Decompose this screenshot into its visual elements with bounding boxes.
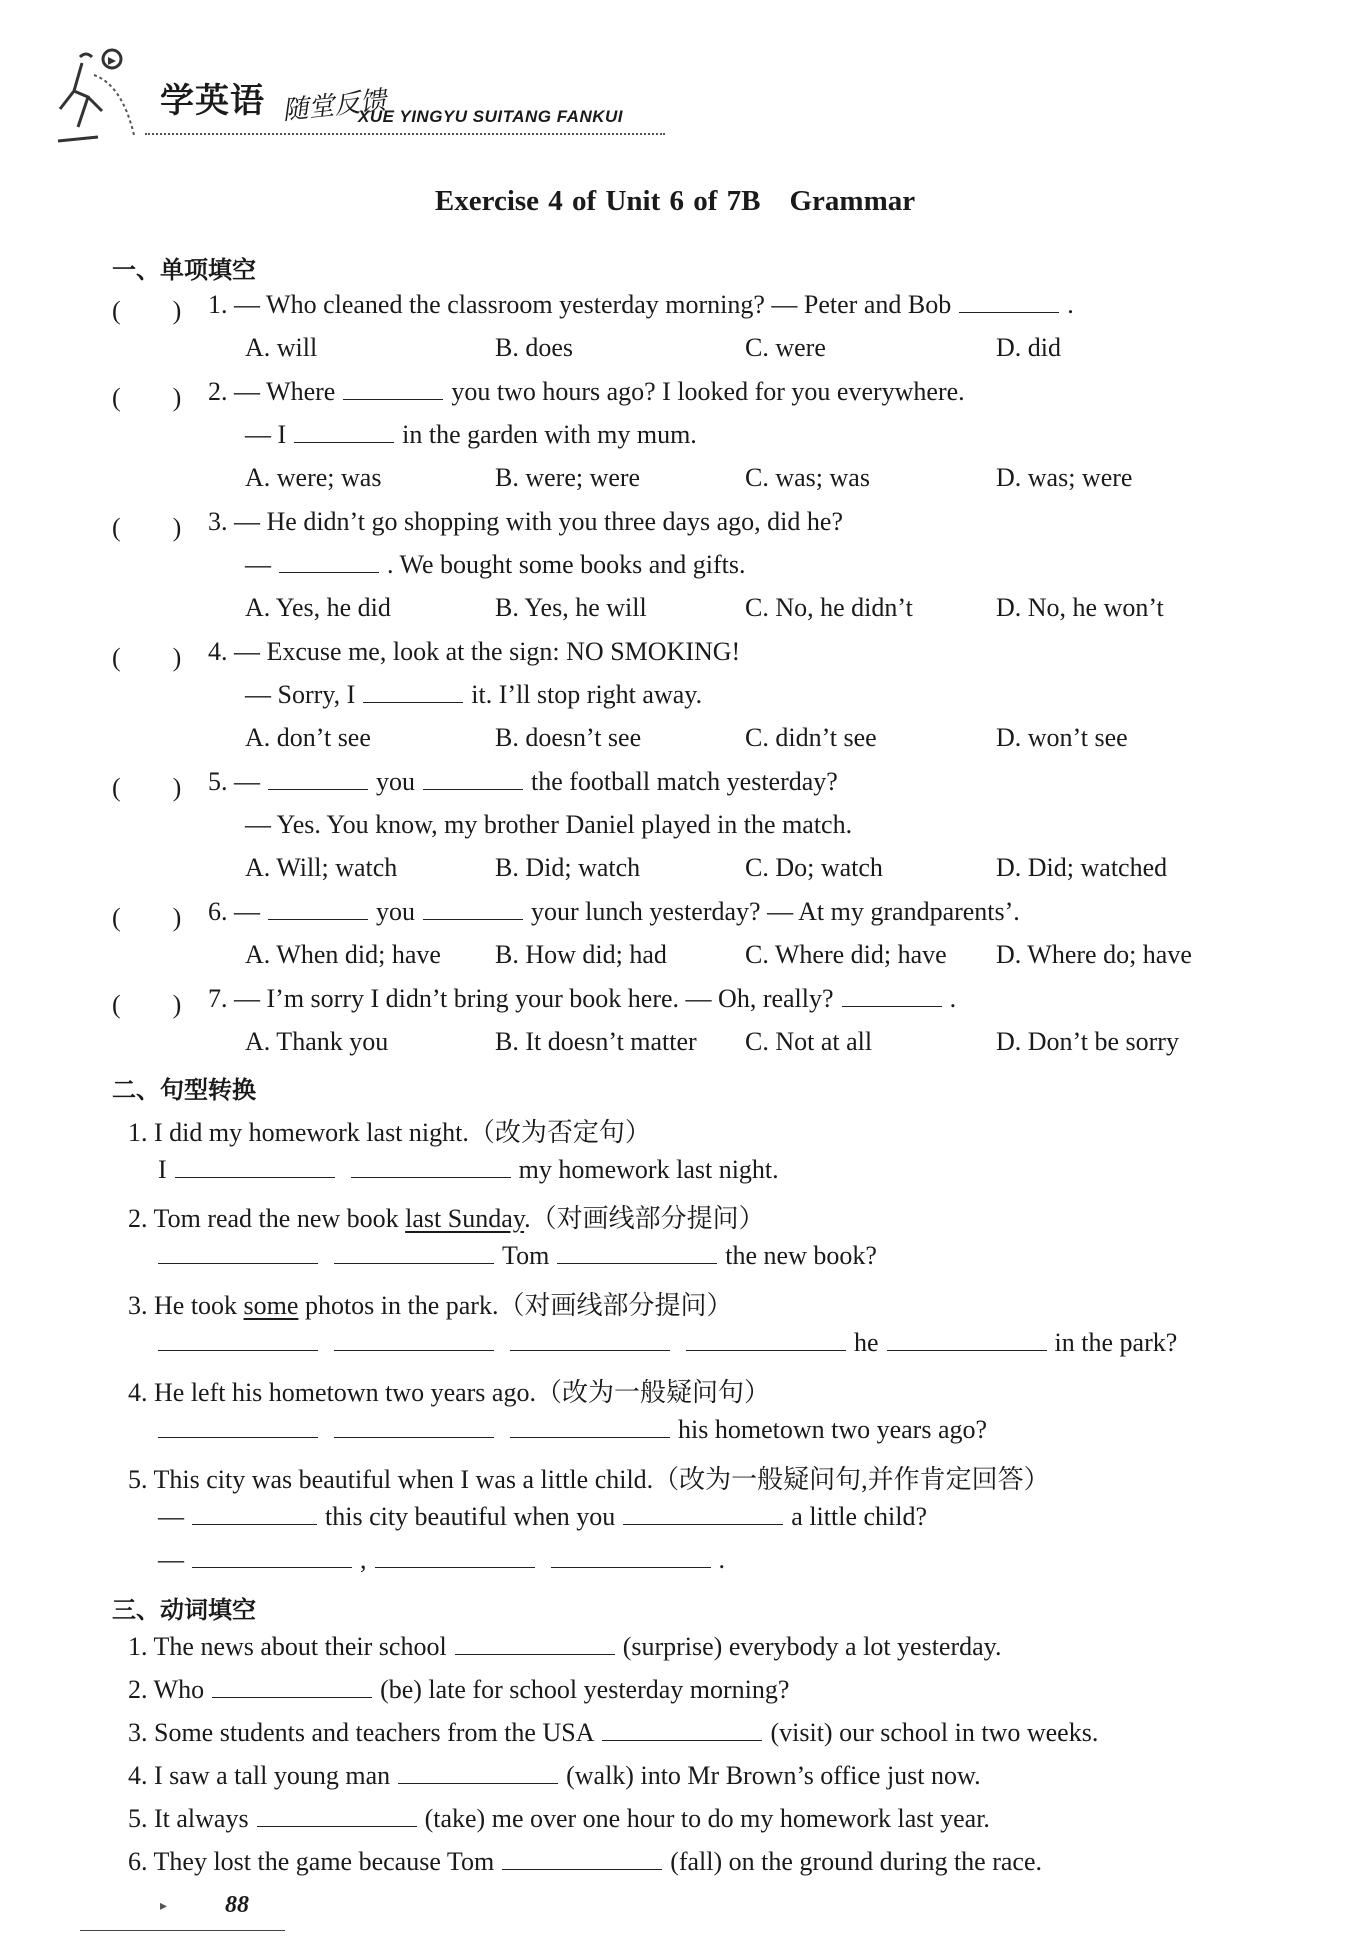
option-a: A. Thank you	[245, 1027, 389, 1056]
answer-blank[interactable]	[192, 1502, 317, 1525]
header-rule	[145, 133, 665, 135]
answer-blank[interactable]	[398, 1761, 558, 1784]
transform-2-answer: Tom the new book?	[150, 1241, 877, 1271]
answer-blank[interactable]	[279, 550, 379, 573]
question-7: 7. — I’m sorry I didn’t bring your book here. — Oh, really? .	[208, 984, 957, 1013]
option-d: D. Did; watched	[996, 853, 1168, 882]
answer-blank[interactable]	[510, 1415, 670, 1438]
brand-pinyin: XUE YINGYU SUITANG FANKUI	[358, 107, 624, 126]
answer-paren: ( )	[112, 990, 182, 1019]
answer-blank[interactable]	[334, 1328, 494, 1351]
section-heading-1: 一、单项填空	[112, 256, 256, 284]
answer-paren: ( )	[112, 903, 182, 932]
answer-blank[interactable]	[158, 1241, 318, 1264]
runner-logo-icon	[50, 45, 145, 145]
option-b: B. It doesn’t matter	[495, 1027, 697, 1056]
transform-1: 1. I did my homework last night.（改为否定句）	[128, 1118, 651, 1147]
verb-item-6: 6. They lost the game because Tom (fall) on the ground during the race.	[128, 1847, 1042, 1876]
answer-blank[interactable]	[423, 897, 523, 920]
option-c: C. didn’t see	[745, 723, 877, 752]
question-6: 6. — you your lunch yesterday? — At my grandparents’.	[208, 897, 1020, 926]
verb-item-5: 5. It always (take) me over one hour to do my homework last year.	[128, 1804, 990, 1833]
option-c: C. Where did; have	[745, 940, 947, 969]
option-b: B. were; were	[495, 463, 641, 492]
answer-blank[interactable]	[375, 1545, 535, 1568]
option-d: D. did	[996, 333, 1061, 362]
answer-paren: ( )	[112, 296, 182, 325]
transform-4: 4. He left his hometown two years ago.（改为一般疑问句）	[128, 1378, 770, 1407]
option-d: D. won’t see	[996, 723, 1128, 752]
option-c: C. No, he didn’t	[745, 593, 913, 622]
answer-blank[interactable]	[686, 1328, 846, 1351]
verb-item-3: 3. Some students and teachers from the USA (visit) our school in two weeks.	[128, 1718, 1099, 1747]
question-5-line2: — Yes. You know, my brother Daniel played in the match.	[245, 810, 853, 839]
page-number: 88	[225, 1892, 249, 1918]
answer-blank[interactable]	[351, 1155, 511, 1178]
brand-script: 随堂反馈	[280, 85, 388, 127]
answer-blank[interactable]	[842, 984, 942, 1007]
answer-blank[interactable]	[175, 1155, 335, 1178]
answer-blank[interactable]	[343, 377, 443, 400]
question-4: 4. — Excuse me, look at the sign: NO SMOKING!	[208, 637, 741, 666]
answer-paren: ( )	[112, 513, 182, 542]
answer-blank[interactable]	[192, 1545, 352, 1568]
option-a: A. don’t see	[245, 723, 371, 752]
answer-blank[interactable]	[623, 1502, 783, 1525]
answer-blank[interactable]	[557, 1241, 717, 1264]
option-d: D. Where do; have	[996, 940, 1192, 969]
transform-3-answer: he in the park?	[150, 1328, 1177, 1358]
answer-blank[interactable]	[268, 897, 368, 920]
question-4-line2: — Sorry, I it. I’ll stop right away.	[245, 680, 703, 709]
question-1: 1. — Who cleaned the classroom yesterday morning? — Peter and Bob .	[208, 290, 1074, 319]
section-heading-3: 三、动词填空	[112, 1596, 256, 1624]
underlined-phrase: some	[243, 1291, 299, 1320]
verb-item-2: 2. Who (be) late for school yesterday morning?	[128, 1675, 790, 1704]
answer-blank[interactable]	[887, 1328, 1047, 1351]
transform-4-answer: his hometown two years ago?	[150, 1415, 987, 1445]
answer-blank[interactable]	[502, 1847, 662, 1870]
answer-blank[interactable]	[602, 1718, 762, 1741]
answer-blank[interactable]	[334, 1415, 494, 1438]
footer-rule	[80, 1930, 285, 1931]
option-b: B. Yes, he will	[495, 593, 647, 622]
option-a: A. When did; have	[245, 940, 441, 969]
answer-blank[interactable]	[423, 767, 523, 790]
option-a: A. will	[245, 333, 318, 362]
transform-5-answer-1: — this city beautiful when you a little child?	[158, 1502, 928, 1531]
option-a: A. were; was	[245, 463, 382, 492]
transform-5-answer-2: — , .	[158, 1545, 725, 1574]
answer-blank[interactable]	[158, 1328, 318, 1351]
option-a: A. Yes, he did	[245, 593, 391, 622]
option-d: D. Don’t be sorry	[996, 1027, 1179, 1056]
option-b: B. doesn’t see	[495, 723, 642, 752]
option-b: B. does	[495, 333, 573, 362]
answer-blank[interactable]	[257, 1804, 417, 1827]
answer-paren: ( )	[112, 773, 182, 802]
section-heading-2: 二、句型转换	[112, 1076, 256, 1104]
question-2-line2: — I in the garden with my mum.	[245, 420, 697, 449]
question-2: 2. — Where you two hours ago? I looked for you everywhere.	[208, 377, 965, 406]
page-arrow-icon: ▸	[160, 1898, 168, 1914]
option-c: C. Not at all	[745, 1027, 873, 1056]
answer-blank[interactable]	[268, 767, 368, 790]
transform-2: 2. Tom read the new book last Sunday.（对画线部分提问）	[128, 1204, 765, 1233]
answer-blank[interactable]	[158, 1415, 318, 1438]
question-3-line2: — . We bought some books and gifts.	[245, 550, 746, 579]
option-b: B. Did; watch	[495, 853, 641, 882]
transform-3: 3. He took some photos in the park.（对画线部分提问）	[128, 1291, 733, 1320]
answer-blank[interactable]	[363, 680, 463, 703]
transform-5: 5. This city was beautiful when I was a little child.（改为一般疑问句,并作肯定回答）	[128, 1465, 1050, 1494]
option-d: D. was; were	[996, 463, 1133, 492]
answer-blank[interactable]	[551, 1545, 711, 1568]
verb-item-1: 1. The news about their school (surprise) everybody a lot yesterday.	[128, 1632, 1002, 1661]
answer-blank[interactable]	[212, 1675, 372, 1698]
answer-blank[interactable]	[294, 420, 394, 443]
question-5: 5. — you the football match yesterday?	[208, 767, 838, 796]
answer-paren: ( )	[112, 383, 182, 412]
header-banner	[50, 45, 660, 145]
transform-1-answer: I my homework last night.	[158, 1155, 779, 1184]
underlined-phrase: last Sunday	[405, 1204, 525, 1233]
brand-title: 学英语	[160, 81, 265, 121]
question-3: 3. — He didn’t go shopping with you three days ago, did he?	[208, 507, 843, 536]
answer-paren: ( )	[112, 643, 182, 672]
option-b: B. How did; had	[495, 940, 667, 969]
page-title: Exercise 4 of Unit 6 of 7B Grammar	[434, 185, 916, 217]
option-a: A. Will; watch	[245, 853, 398, 882]
answer-blank[interactable]	[334, 1241, 494, 1264]
answer-blank[interactable]	[959, 290, 1059, 313]
answer-blank[interactable]	[455, 1632, 615, 1655]
option-c: C. was; was	[745, 463, 870, 492]
answer-blank[interactable]	[510, 1328, 670, 1351]
option-c: C. were	[745, 333, 826, 362]
verb-item-4: 4. I saw a tall young man (walk) into Mr Brown’s office just now.	[128, 1761, 981, 1790]
option-d: D. No, he won’t	[996, 593, 1164, 622]
option-c: C. Do; watch	[745, 853, 883, 882]
